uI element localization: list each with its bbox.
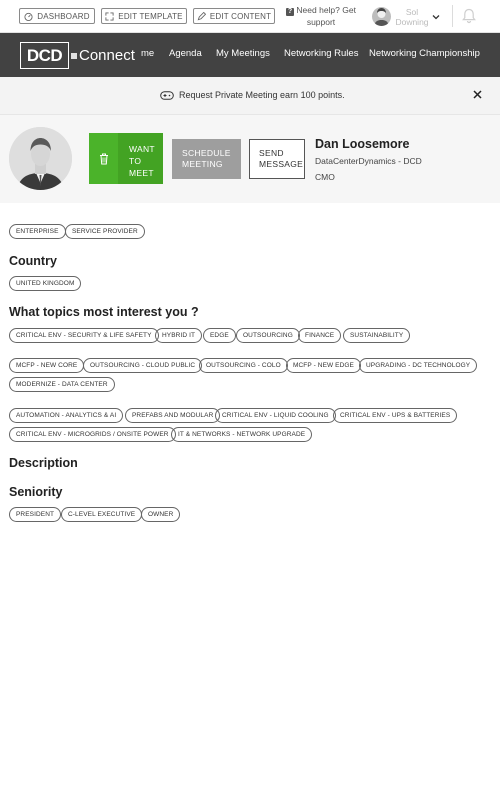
topic-tag: MCFP - NEW CORE bbox=[9, 358, 84, 373]
logo-text: Connect bbox=[79, 47, 135, 64]
topic-tag: CRITICAL ENV - MICROGRIDS / ONSITE POWER bbox=[9, 427, 176, 442]
logo-mark: DCD bbox=[20, 42, 69, 69]
topic-tag: SUSTAINABILITY bbox=[343, 328, 410, 343]
topic-tag: OUTSOURCING - CLOUD PUBLIC bbox=[83, 358, 202, 373]
topic-tag: CRITICAL ENV - UPS & BATTERIES bbox=[333, 408, 457, 423]
description-heading: Description bbox=[9, 456, 78, 470]
topic-tag: IT & NETWORKS - NETWORK UPGRADE bbox=[171, 427, 312, 442]
help-icon: ? bbox=[287, 8, 293, 15]
schedule-line1: SCHEDULE bbox=[182, 148, 231, 158]
profile-header bbox=[0, 115, 500, 203]
profile-company: DataCenterDynamics - DCD bbox=[315, 156, 422, 166]
profile-role: CMO bbox=[315, 172, 335, 182]
type-tag: ENTERPRISE bbox=[9, 224, 66, 239]
country-heading: Country bbox=[9, 254, 57, 268]
want-line1: WANT bbox=[129, 144, 155, 154]
close-icon[interactable] bbox=[472, 89, 483, 100]
help-link[interactable] bbox=[284, 4, 358, 28]
want-to-meet-side bbox=[89, 133, 118, 184]
points-banner bbox=[0, 77, 500, 115]
logo-dot bbox=[71, 53, 77, 59]
nav-item-networking-rules[interactable]: Networking Rules bbox=[284, 48, 359, 59]
banner-text: Request Private Meeting earn 100 points. bbox=[179, 90, 345, 100]
send-line2: MESSAGE bbox=[259, 159, 304, 169]
main-nav bbox=[0, 33, 500, 77]
profile-photo bbox=[9, 127, 72, 190]
user-name-line1: Sol bbox=[405, 7, 419, 17]
topics-heading: What topics most interest you ? bbox=[9, 305, 199, 319]
topic-tag: CRITICAL ENV - SECURITY & LIFE SAFETY bbox=[9, 328, 159, 343]
edit-content-button[interactable] bbox=[193, 8, 275, 24]
topic-tag: OUTSOURCING bbox=[236, 328, 300, 343]
topic-tag: PREFABS AND MODULAR bbox=[125, 408, 220, 423]
seniority-tag: OWNER bbox=[141, 507, 180, 522]
user-name-line2: Downing bbox=[395, 17, 429, 27]
admin-bar bbox=[0, 0, 500, 33]
topic-tag: CRITICAL ENV - LIQUID COOLING bbox=[215, 408, 336, 423]
nav-item-home[interactable]: me bbox=[141, 48, 155, 59]
topic-tag: EDGE bbox=[203, 328, 236, 343]
nav-item-agenda[interactable]: Agenda bbox=[169, 48, 202, 59]
want-line3: MEET bbox=[129, 168, 154, 178]
send-line1: SEND bbox=[259, 148, 284, 158]
send-message-button[interactable] bbox=[249, 139, 305, 179]
want-to-meet-label bbox=[129, 143, 155, 179]
help-text-line1: Need help? Get bbox=[296, 5, 356, 15]
country-tag: UNITED KINGDOM bbox=[9, 276, 81, 291]
user-menu[interactable] bbox=[372, 7, 444, 27]
trash-icon bbox=[99, 153, 109, 165]
topic-tag: HYBRID IT bbox=[155, 328, 202, 343]
want-to-meet-button[interactable] bbox=[89, 133, 163, 184]
profile-name: Dan Loosemore bbox=[315, 137, 410, 151]
schedule-line2: MEETING bbox=[182, 159, 223, 169]
type-tag: SERVICE PROVIDER bbox=[65, 224, 145, 239]
edit-template-label: EDIT TEMPLATE bbox=[118, 11, 183, 21]
topic-tag: AUTOMATION - ANALYTICS & AI bbox=[9, 408, 123, 423]
avatar bbox=[372, 7, 391, 26]
gamepad-icon bbox=[160, 91, 174, 100]
topic-tag: MODERNIZE - DATA CENTER bbox=[9, 377, 115, 392]
topic-tag: MCFP - NEW EDGE bbox=[286, 358, 361, 373]
edit-content-label: EDIT CONTENT bbox=[209, 11, 272, 21]
seniority-tag: PRESIDENT bbox=[9, 507, 61, 522]
want-line2: TO bbox=[129, 156, 142, 166]
dashboard-button[interactable] bbox=[19, 8, 95, 24]
edit-template-button[interactable] bbox=[101, 8, 187, 24]
banner-message bbox=[160, 90, 345, 100]
user-name bbox=[394, 7, 430, 27]
seniority-tag: C-LEVEL EXECUTIVE bbox=[61, 507, 142, 522]
topic-tag: OUTSOURCING - COLO bbox=[199, 358, 288, 373]
dashboard-icon bbox=[24, 12, 33, 21]
logo[interactable] bbox=[20, 42, 135, 69]
nav-item-networking-championship[interactable]: Networking Championship bbox=[369, 48, 480, 59]
divider bbox=[452, 5, 453, 27]
schedule-meeting-button[interactable] bbox=[172, 139, 241, 179]
dashboard-label: DASHBOARD bbox=[37, 11, 90, 21]
chevron-down-icon bbox=[431, 12, 441, 22]
topic-tag: UPGRADING - DC TECHNOLOGY bbox=[359, 358, 477, 373]
bell-icon[interactable] bbox=[462, 8, 476, 24]
nav-item-my-meetings[interactable]: My Meetings bbox=[216, 48, 270, 59]
topic-tag: FINANCE bbox=[298, 328, 341, 343]
seniority-heading: Seniority bbox=[9, 485, 63, 499]
pencil-icon bbox=[197, 12, 206, 21]
expand-icon bbox=[105, 12, 114, 21]
help-text-line2: support bbox=[306, 17, 336, 27]
